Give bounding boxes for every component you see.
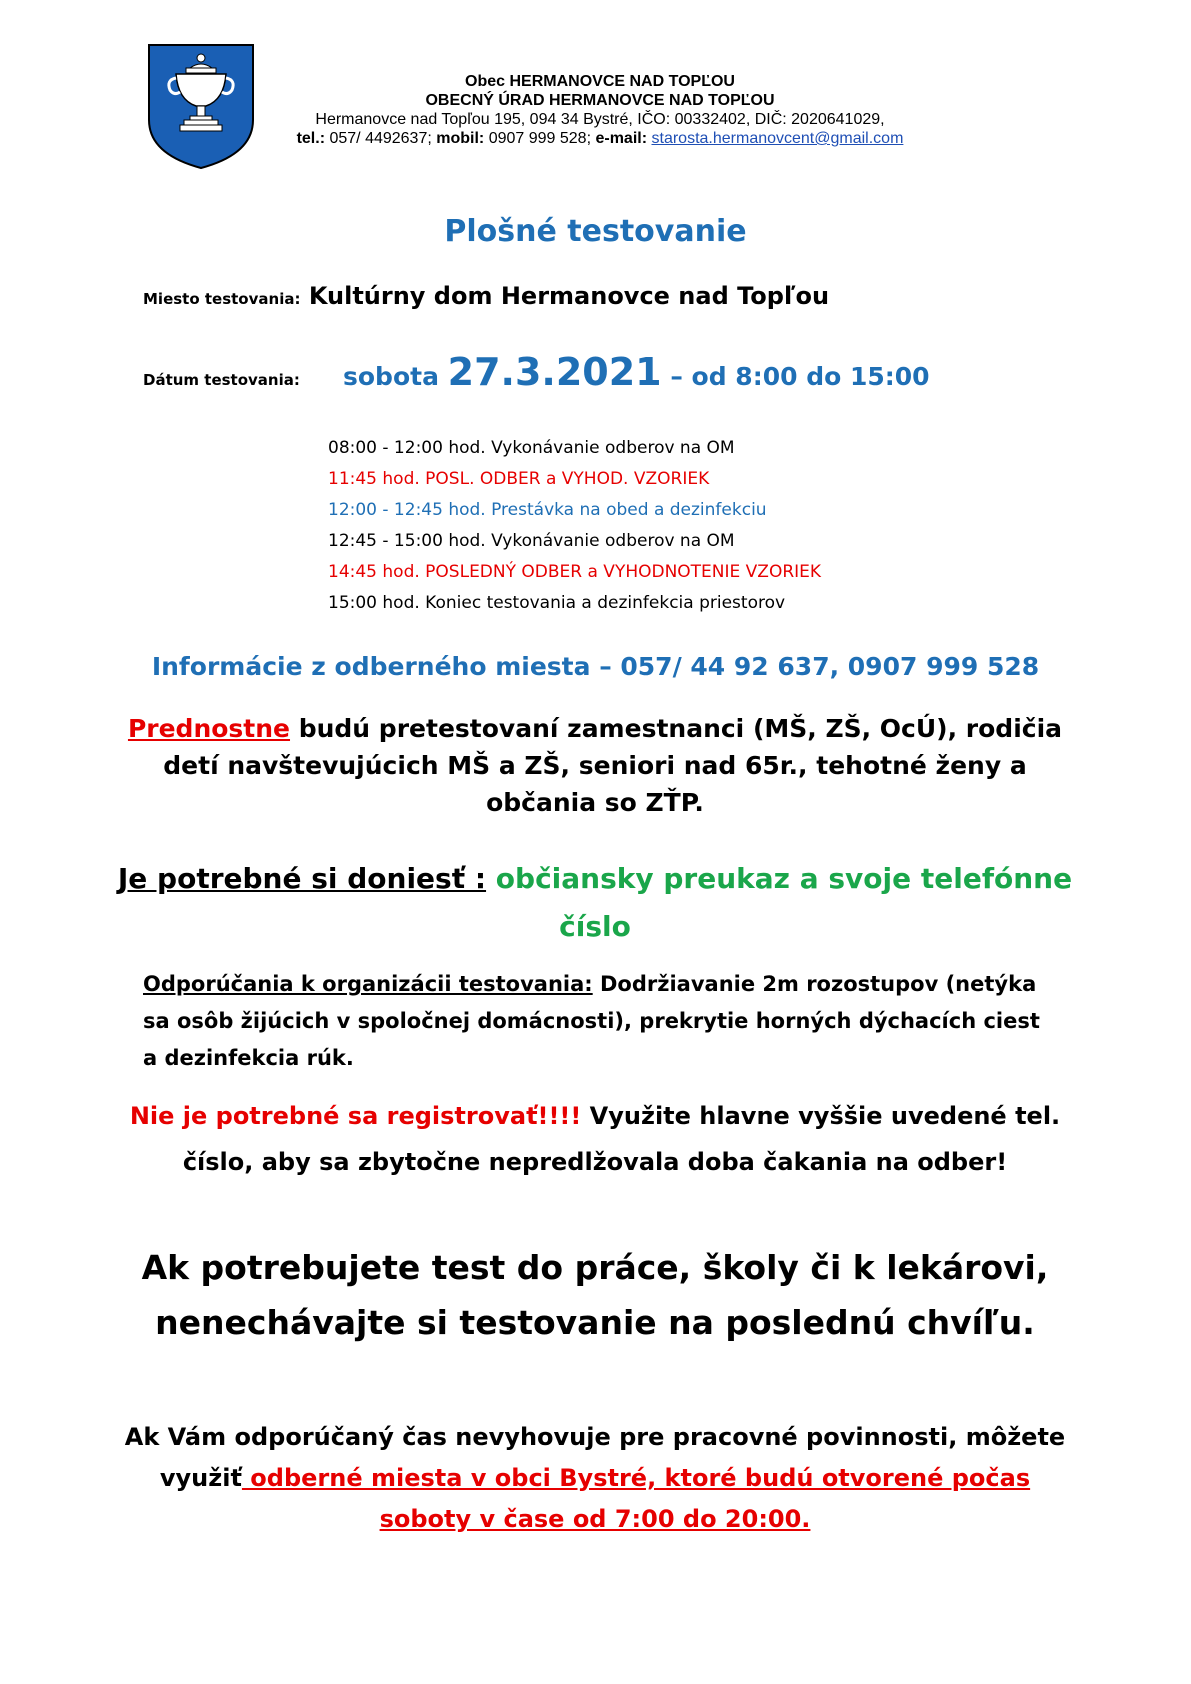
mobil-value: 0907 999 528; xyxy=(484,130,596,147)
schedule-item: 11:45 hod. POSL. ODBER a VYHOD. VZORIEK xyxy=(328,469,710,489)
testing-place xyxy=(143,282,829,310)
letterhead xyxy=(250,72,950,148)
info-line: Informácie z odberného miesta – 057/ 44 92 637, 0907 999 528 xyxy=(151,652,1040,681)
priority-notice xyxy=(110,710,1080,821)
coat-of-arms-icon xyxy=(146,42,256,170)
email-link[interactable]: starosta.hermanovcent@gmail.com xyxy=(651,130,904,147)
priority-highlight: Prednostne xyxy=(127,714,291,743)
priority-text: budú pretestovaní zamestnanci (MŠ, ZŠ, OcÚ), rodičia detí navštevujúcich MŠ a ZŠ, seniori nad 65r., tehotné ženy a občania so ZŤP. xyxy=(163,714,1063,817)
recommendations xyxy=(143,966,1043,1077)
bring-value: občiansky preukaz a svoje telefónne číslo xyxy=(486,862,1073,943)
testing-date xyxy=(143,350,930,394)
schedule-item: 15:00 hod. Koniec testovania a dezinfekcia priestorov xyxy=(328,593,786,613)
need-test-notice: Ak potrebujete test do práce, školy či k lekárovi, nenechávajte si testovanie na poslednú chvíľu. xyxy=(141,1248,1049,1342)
alternative-highlight: odberné miesta v obci Bystré, ktoré budú otvorené počas soboty v čase od 7:00 do 20:00. xyxy=(241,1464,1031,1533)
no-registration-text: Využite hlavne vyššie uvedené tel. číslo, aby sa zbytočne nepredlžovala doba čakania na odber! xyxy=(182,1102,1061,1176)
recommendations-text: Dodržiavanie 2m rozostupov (netýka sa osôb žijúcich v spoločnej domácnosti), prekrytie horných dýchacích ciest a dezinfekcia rúk. xyxy=(143,972,1040,1070)
schedule-list xyxy=(328,433,821,619)
date-value: 27.3.2021 xyxy=(447,350,662,394)
no-registration-highlight: Nie je potrebné sa registrovať!!!! xyxy=(129,1102,582,1130)
bring-notice xyxy=(100,855,1090,951)
municipality-name: Obec HERMANOVCE NAD TOPĽOU xyxy=(465,73,735,90)
office-address: Hermanovce nad Topľou 195, 094 34 Bystré, IČO: 00332402, DIČ: 2020641029, xyxy=(315,111,885,128)
no-registration-notice xyxy=(110,1093,1080,1185)
place-label: Miesto testovania: xyxy=(143,290,301,308)
schedule-item: 08:00 - 12:00 hod. Vykonávanie odberov na OM xyxy=(328,438,735,458)
date-time: – od 8:00 do 15:00 xyxy=(661,362,930,391)
alternative-text: Ak Vám odporúčaný čas nevyhovuje pre pracovné povinnosti, môžete využiť xyxy=(124,1423,1066,1492)
email-label: e-mail: xyxy=(595,130,648,147)
recommendations-label: Odporúčania k organizácii testovania: xyxy=(143,972,593,996)
schedule-item: 12:00 - 12:45 hod. Prestávka na obed a dezinfekciu xyxy=(328,500,767,520)
office-name: OBECNÝ ÚRAD HERMANOVCE NAD TOPĽOU xyxy=(425,92,775,109)
alternative-notice xyxy=(120,1417,1070,1540)
mobil-label: mobil: xyxy=(436,130,485,147)
date-label: Dátum testovania: xyxy=(143,371,300,389)
page-title: Plošné testovanie xyxy=(444,214,747,249)
place-value: Kultúrny dom Hermanovce nad Topľou xyxy=(300,282,830,310)
schedule-item: 14:45 hod. POSLEDNÝ ODBER a VYHODNOTENIE VZORIEK xyxy=(328,562,822,582)
schedule-item: 12:45 - 15:00 hod. Vykonávanie odberov na OM xyxy=(328,531,735,551)
contact-line xyxy=(250,129,950,148)
date-day: sobota xyxy=(343,362,448,391)
tel-value: 057/ 4492637; xyxy=(325,130,437,147)
tel-label: tel.: xyxy=(296,130,326,147)
bring-label: Je potrebné si doniesť : xyxy=(117,862,487,895)
